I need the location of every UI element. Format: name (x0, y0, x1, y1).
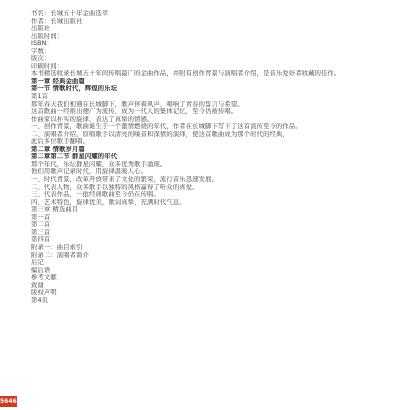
document-body (31, 10, 381, 304)
page-number-badge: 56462 (0, 398, 21, 405)
text-line: 作曲家以朴实的旋律，表达了真挚的情感。 (31, 115, 154, 123)
text-line: 一、创作背景，歌曲诞生于一个激情燃烧的年代，作者在长城脚下写下了这首流传至今的作品。 (31, 123, 302, 131)
text-line: 书名：长城五十年金曲选萃 (31, 10, 109, 17)
text-line: 字数： (31, 47, 51, 55)
text-line: 致谢 (31, 281, 44, 289)
text-line: 参考文献 (31, 274, 57, 282)
section-heading: 第二章 情歌岁月篇 (31, 145, 85, 153)
text-line: 第三章 精选曲目 (31, 206, 79, 214)
text-line: 版次： (31, 55, 51, 63)
text-line: 那个年代，乐坛群星闪耀，众多优秀歌手涌现。 (31, 160, 167, 168)
text-line: 第四首 (31, 236, 51, 244)
text-line: 二、代表人物，众多歌手以独特的风格赢得了听众的喜爱。 (31, 183, 199, 191)
text-line: 四、艺术特色，旋律优美，歌词真挚，充满时代气息。 (31, 198, 186, 206)
text-line: 出版时间： (31, 32, 64, 40)
text-line: 第4页 (31, 296, 49, 304)
text-line: 作者：长城出版社 (31, 17, 83, 25)
section-heading: 第二章第二节 群星闪耀的年代 (31, 153, 118, 161)
text-line: 后记 (31, 259, 44, 267)
text-line: 三、代表作品，一批经典歌曲至今仍在传唱。 (31, 191, 160, 199)
section-heading: 第一章 经典金曲篇 (31, 77, 85, 85)
text-line: 那年春天我们相遇在长城脚下，歌声伴着风声，唱响了青春的誓言与希望。 (31, 100, 244, 108)
text-line: 本书精选收录长城五十年间传唱最广的金曲作品，并附有创作背景与演唱者介绍，是音乐爱好者收藏的佳作。 (31, 70, 341, 78)
text-line: 附录二：演唱者简介 (31, 251, 90, 259)
text-line: 这首歌曲一经推出便广为流传，成为一代人的集体记忆，至今仍被传唱。 (31, 108, 238, 116)
text-line: 一、时代背景，改革开放带来了文化的繁荣，流行音乐迅速发展。 (31, 176, 218, 184)
text-line: 他们用歌声记录时代，用旋律温暖人心。 (31, 168, 148, 176)
text-line: 印刷时间： (31, 62, 64, 70)
text-line: 版权声明 (31, 289, 57, 297)
text-line: 第一首 (31, 213, 51, 221)
text-line: 出版社 (31, 25, 51, 33)
text-line: 第三首 (31, 228, 51, 236)
text-line: 附录一：曲目索引 (31, 243, 83, 251)
text-line: ISBN： (31, 40, 53, 48)
text-line: 编后语 (31, 266, 51, 274)
text-line: 此后多位歌手翻唱。 (31, 138, 90, 146)
text-line: 第1首 (31, 93, 49, 101)
text-line: 二、演唱者介绍，原唱歌手以清亮的嗓音和深情的演绎，使这首歌曲成为那个时代的经典， (31, 130, 289, 138)
text-line: 第二首 (31, 221, 51, 229)
section-heading: 第一节 情歌时代，辉煌的乐坛 (31, 85, 118, 93)
